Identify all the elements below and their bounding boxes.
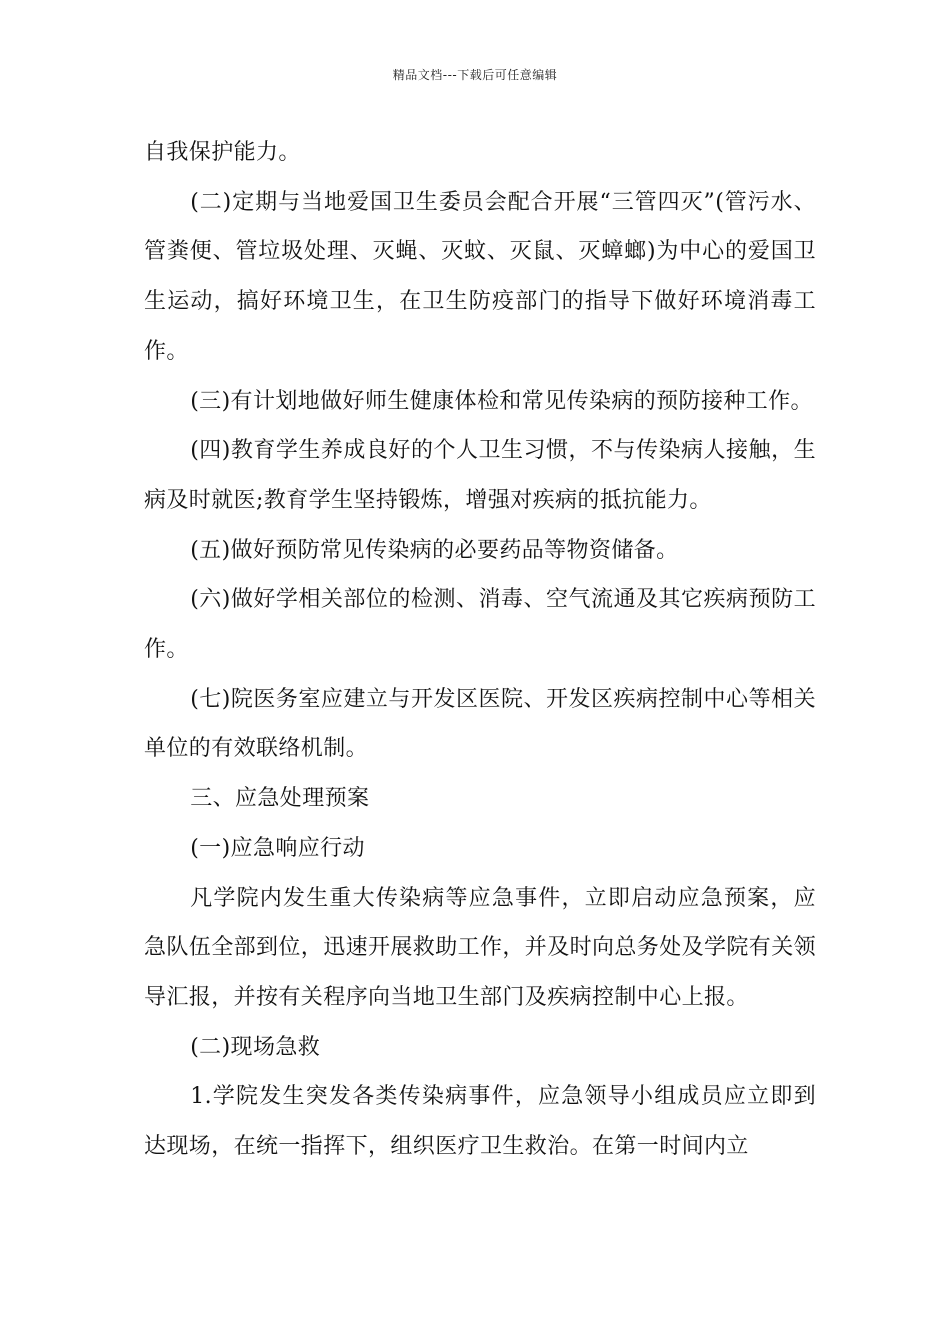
paragraph: (四)教育学生养成良好的个人卫生习惯，不与传染病人接触，生病及时就医;教育学生坚持锻炼，增强对疾病的抵抗能力。 [144,438,816,513]
paragraph: (二)定期与当地爱国卫生委员会配合开展“三管四灭”(管污水、管粪便、管垃圾处理、灭蝇、灭蚊、灭鼠、灭蟑螂)为中心的爱国卫生运动，搞好环境卫生，在卫生防疫部门的指导下做好环境消毒工作。 [144,189,816,364]
paragraph: (五)做好预防常见传染病的必要药品等物资储备。 [190,537,679,563]
paragraph: 1.学院发生突发各类传染病事件，应急领导小组成员应立即到达现场，在统一指挥下，组织医疗卫生救治。在第一时间内立 [144,1084,816,1160]
paragraph: (三)有计划地做好师生健康体检和常见传染病的预防接种工作。 [190,388,813,414]
section-heading: 三、应急处理预案 [190,786,370,812]
paragraph: 自我保护能力。 [144,140,301,165]
paragraph: (六)做好学相关部位的检测、消毒、空气流通及其它疾病预防工作。 [144,587,816,663]
subsection-heading: (一)应急响应行动 [190,835,365,861]
subsection-heading: (二)现场急救 [190,1034,321,1060]
page-header: 精品文档---下载后可任意编辑 [392,68,558,82]
document-body [144,128,816,1172]
paragraph: 凡学院内发生重大传染病等应急事件，立即启动应急预案，应急队伍全部到位，迅速开展救助工作，并及时向总务处及学院有关领导汇报，并按有关程序向当地卫生部门及疾病控制中心上报。 [144,885,817,1010]
paragraph: (七)院医务室应建立与开发区医院、开发区疾病控制中心等相关单位的有效联络机制。 [144,686,816,762]
